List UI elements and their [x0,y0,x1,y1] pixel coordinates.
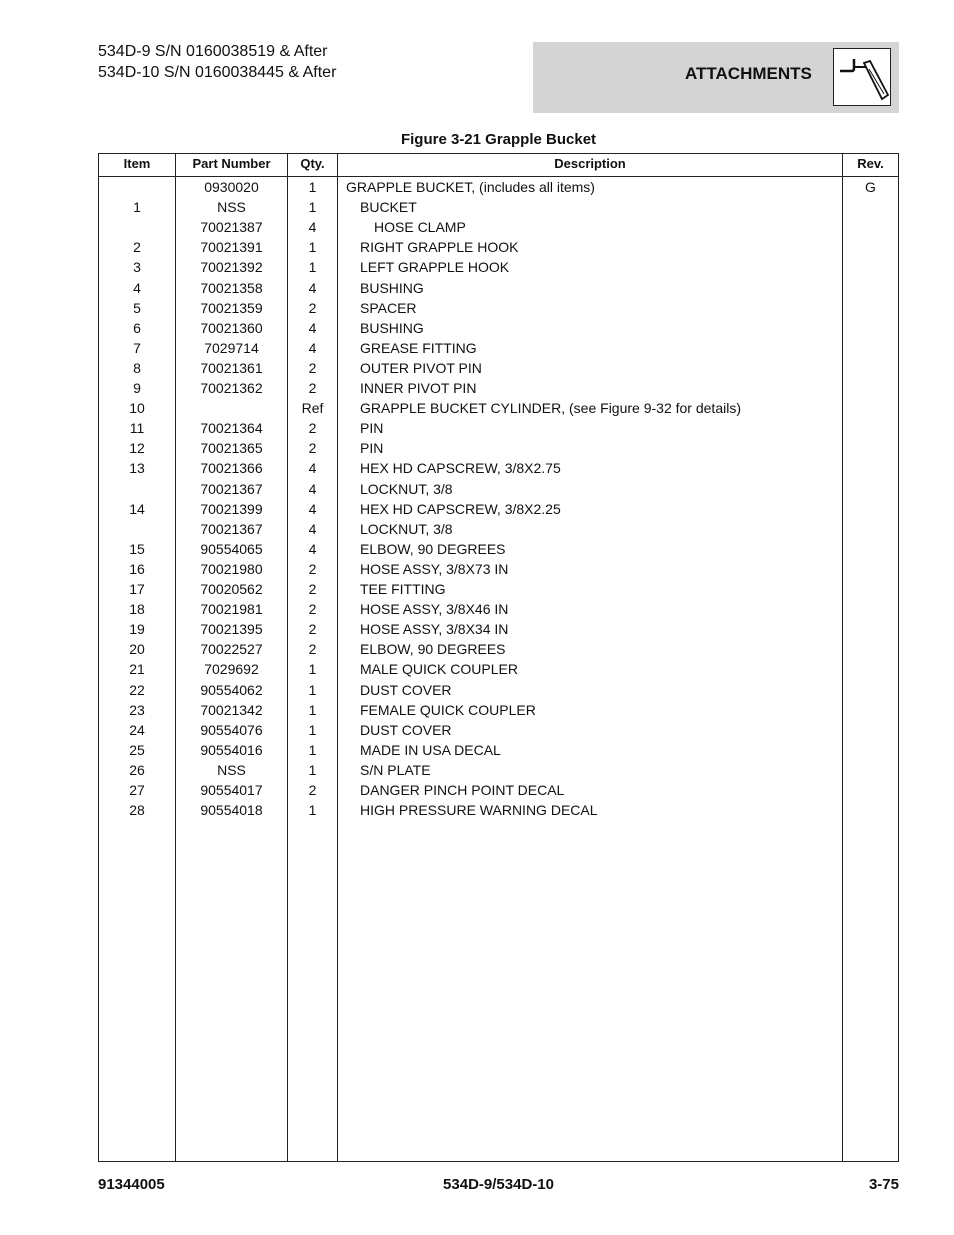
rev-cell: G [865,179,876,195]
table-row [99,358,898,378]
qty-cell: 4 [308,460,317,477]
item-cell: 19 [129,621,145,638]
description-cell: PIN [360,440,384,457]
part-number-cell: 70021366 [200,460,263,477]
part-number-cell: 0930020 [204,179,259,195]
qty-cell: 4 [308,319,317,336]
model-line-2: 534D-10 S/N 0160038445 & After [98,64,337,81]
description-cell: DUST COVER [360,721,452,738]
header-part-number: Part Number [192,156,271,171]
description-cell: BUSHING [360,319,424,336]
footer-doc-number: 91344005 [98,1176,165,1193]
description-cell: BUCKET [360,199,417,216]
description-cell: HOSE ASSY, 3/8X46 IN [360,601,509,618]
description-cell: MADE IN USA DECAL [360,741,501,758]
description-cell: LEFT GRAPPLE HOOK [360,259,510,276]
qty-cell: 4 [308,540,317,557]
qty-cell: 4 [308,500,317,517]
table-row [99,700,898,720]
item-cell: 25 [129,741,145,758]
table-row [99,539,898,559]
part-number-cell: 70020562 [200,581,263,597]
table-row [99,197,898,217]
qty-cell: 1 [308,199,317,216]
section-title: ATTACHMENTS [685,64,812,83]
description-cell: GREASE FITTING [360,339,477,356]
item-cell: 21 [129,661,145,678]
item-cell: 1 [133,199,141,216]
description-cell: S/N PLATE [360,761,431,778]
description-cell: TEE FITTING [360,581,446,597]
description-cell: SPACER [360,299,417,316]
description-cell: LOCKNUT, 3/8 [360,520,453,537]
table-row [99,740,898,760]
header-rev: Rev. [857,156,884,171]
table-row [99,338,898,358]
qty-cell: 1 [308,701,317,718]
qty-cell: 4 [308,480,317,497]
grapple-attachment-icon [833,48,891,106]
part-number-cell: 70021399 [200,500,263,517]
part-number-cell: 70021367 [200,480,263,497]
description-cell: HOSE ASSY, 3/8X73 IN [360,560,509,577]
item-cell: 26 [129,761,145,778]
header-qty: Qty. [300,156,325,171]
item-cell: 2 [133,239,141,256]
qty-cell: 2 [308,380,317,396]
table-row [99,680,898,700]
table-row [99,177,898,197]
qty-cell: 1 [308,661,317,678]
table-row [99,438,898,458]
footer-model: 534D-9/534D-10 [443,1176,554,1193]
description-cell: GRAPPLE BUCKET, (includes all items) [346,179,595,195]
part-number-cell: 70021361 [200,359,263,376]
description-cell: HEX HD CAPSCREW, 3/8X2.25 [360,500,561,517]
item-cell: 23 [129,701,145,718]
table-row [99,237,898,257]
item-cell: 9 [133,380,141,396]
table-row [99,599,898,619]
item-cell: 17 [129,581,145,597]
footer-page-number: 3-75 [868,1176,899,1193]
parts-table [98,153,899,1162]
table-row [99,559,898,579]
table-row [99,720,898,740]
part-number-cell: 70022527 [200,641,263,658]
qty-cell: 1 [308,761,317,778]
table-row [99,499,898,519]
item-cell: 12 [129,440,145,457]
item-cell: 5 [133,299,141,316]
item-cell: 10 [129,400,145,417]
part-number-cell: 70021364 [200,420,263,437]
qty-cell: 1 [308,802,317,819]
qty-cell: 4 [308,279,317,296]
qty-cell: 2 [308,359,317,376]
item-cell: 3 [133,259,141,276]
qty-cell: 4 [308,219,317,236]
part-number-cell: 70021367 [200,520,263,537]
qty-cell: 1 [308,259,317,276]
qty-cell: 2 [308,782,317,798]
description-cell: MALE QUICK COUPLER [360,661,518,678]
description-cell: GRAPPLE BUCKET CYLINDER, (see Figure 9-32 for details) [360,400,741,417]
description-cell: LOCKNUT, 3/8 [360,480,453,497]
qty-cell: 1 [308,681,317,698]
table-row [99,458,898,478]
item-cell: 6 [133,319,141,336]
header-item: Item [123,156,151,171]
description-cell: RIGHT GRAPPLE HOOK [360,239,519,256]
item-cell: 15 [129,540,145,557]
description-cell: INNER PIVOT PIN [360,380,477,396]
item-cell: 20 [129,641,145,658]
qty-cell: 1 [308,741,317,758]
qty-cell: 2 [308,440,317,457]
description-cell: HEX HD CAPSCREW, 3/8X2.75 [360,460,561,477]
item-cell: 11 [129,420,145,437]
part-number-cell: 7029692 [204,661,259,678]
item-cell: 8 [133,359,141,376]
table-row [99,639,898,659]
item-cell: 22 [129,681,145,698]
table-row [99,398,898,418]
part-number-cell: 90554018 [200,802,263,819]
part-number-cell: 70021980 [200,560,263,577]
table-row [99,659,898,679]
description-cell: PIN [360,420,384,437]
description-cell: HOSE ASSY, 3/8X34 IN [360,621,509,638]
qty-cell: 1 [308,721,317,738]
part-number-cell: 70021395 [200,621,263,638]
description-cell: FEMALE QUICK COUPLER [360,701,536,718]
description-cell: BUSHING [360,279,424,296]
qty-cell: 2 [308,601,317,618]
part-number-cell: NSS [217,761,246,778]
table-row [99,418,898,438]
part-number-cell: 70021358 [200,279,263,296]
item-cell: 4 [133,279,141,296]
qty-cell: 2 [308,581,317,597]
part-number-cell: 7029714 [204,339,259,356]
part-number-cell: 90554016 [200,741,263,758]
description-cell: DUST COVER [360,681,452,698]
table-row [99,619,898,639]
part-number-cell: 70021359 [200,299,263,316]
item-cell: 28 [129,802,145,819]
qty-cell: 2 [308,641,317,658]
description-cell: HIGH PRESSURE WARNING DECAL [360,802,598,819]
qty-cell: 4 [308,339,317,356]
table-row [99,257,898,277]
qty-cell: 4 [308,520,317,537]
qty-cell: 1 [308,239,317,256]
table-row [99,217,898,237]
table-row [99,780,898,800]
section-header-box [533,42,899,113]
qty-cell: 2 [308,621,317,638]
part-number-cell: 90554076 [200,721,263,738]
item-cell: 18 [129,601,145,618]
table-row [99,760,898,780]
table-row [99,519,898,539]
item-cell: 7 [133,339,141,356]
table-row [99,318,898,338]
description-cell: ELBOW, 90 DEGREES [360,641,506,658]
item-cell: 16 [129,560,145,577]
part-number-cell: 90554017 [200,782,263,798]
table-row [99,579,898,599]
description-cell: OUTER PIVOT PIN [360,359,482,376]
table-row [99,278,898,298]
figure-title: Figure 3-21 Grapple Bucket [400,131,597,148]
description-cell: DANGER PINCH POINT DECAL [360,782,565,798]
part-number-cell: 70021365 [200,440,263,457]
qty-cell: Ref [301,400,324,417]
qty-cell: 2 [308,420,317,437]
part-number-cell: 70021391 [200,239,263,256]
item-cell: 13 [129,460,145,477]
description-cell: ELBOW, 90 DEGREES [360,540,506,557]
part-number-cell: 70021981 [200,601,263,618]
qty-cell: 2 [308,299,317,316]
header-description: Description [554,156,626,171]
model-line-1: 534D-9 S/N 0160038519 & After [98,43,328,60]
qty-cell: 2 [308,560,317,577]
part-number-cell: 90554062 [200,681,263,698]
part-number-cell: 70021392 [200,259,263,276]
item-cell: 27 [129,782,145,798]
item-cell: 14 [129,500,145,517]
part-number-cell: NSS [217,199,246,216]
part-number-cell: 70021387 [200,219,263,236]
table-row [99,800,898,820]
item-cell: 24 [129,721,145,738]
description-cell: HOSE CLAMP [374,219,466,236]
part-number-cell: 90554065 [200,540,263,557]
part-number-cell: 70021360 [200,319,263,336]
table-row [99,479,898,499]
table-row [99,298,898,318]
qty-cell: 1 [308,179,317,195]
part-number-cell: 70021362 [200,380,263,396]
table-row [99,378,898,398]
part-number-cell: 70021342 [200,701,263,718]
